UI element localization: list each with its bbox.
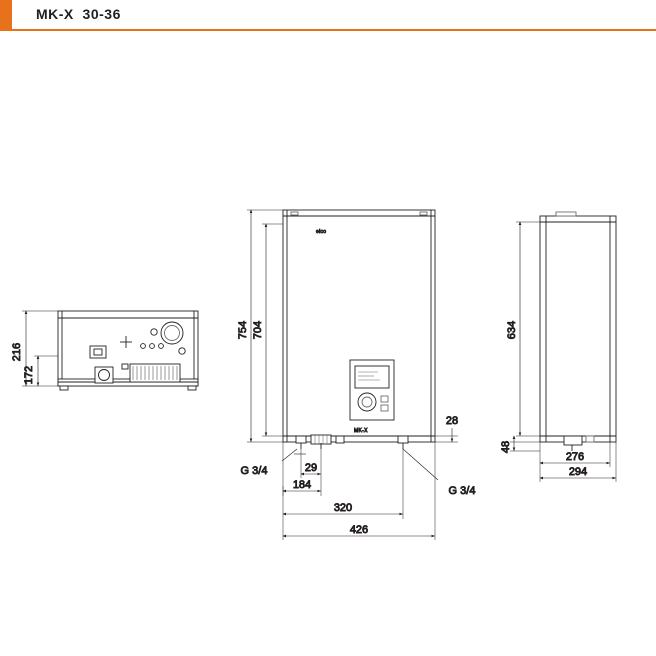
label-g34-right: G 3/4 [448,485,476,497]
dim-side-634: 634 [506,320,518,340]
side-view-geometry [510,212,616,482]
dim-bottom-216: 216 [11,342,23,362]
dim-side-48: 48 [500,440,512,454]
page-header [0,0,656,30]
dim-front-426: 426 [349,524,369,536]
header-accent-bar [0,0,12,30]
dim-side-276: 276 [565,451,585,463]
label-g34-left: G 3/4 [240,465,268,477]
dim-front-704: 704 [252,320,264,340]
front-brand-text: MK-X [354,428,368,434]
dim-front-184: 184 [292,479,312,491]
bottom-view-geometry [22,311,198,390]
dim-side-294: 294 [568,466,588,478]
dim-front-28: 28 [445,415,459,427]
page-title: MK-X 30-36 [36,6,121,22]
drawing-svg [0,30,656,656]
front-logo-text: elco [316,229,327,235]
dim-bottom-172: 172 [23,365,35,385]
dim-front-320: 320 [333,502,353,514]
dim-front-754: 754 [237,320,249,340]
front-view-geometry [247,210,458,540]
dim-front-29: 29 [304,462,318,474]
technical-drawing [0,30,656,656]
